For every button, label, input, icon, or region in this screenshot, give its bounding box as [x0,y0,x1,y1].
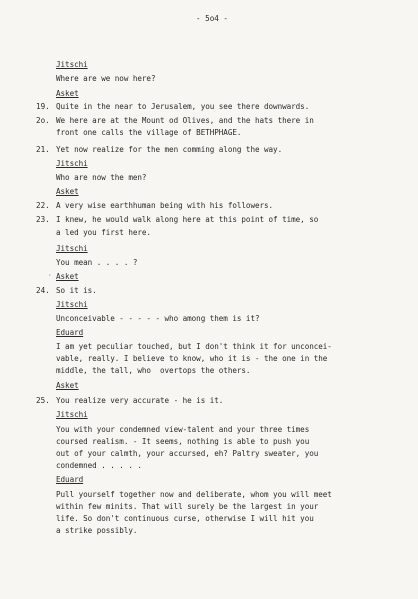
speaker-label: Asket [56,89,79,98]
speaker-label: Jitschi [56,410,88,419]
speaker-label: Jitschi [56,60,88,69]
dialogue-line: out of your calmth, your accursed, eh? Paltry sweater, you [56,449,319,458]
dialogue-line: You realize very accurate - he is it. [56,396,224,405]
line-number: 2o. [36,116,50,125]
line-number: 23. [36,215,50,224]
speaker-label: Asket [56,272,79,281]
speaker-label: Eduard [56,475,84,484]
speaker-label: Jitschi [56,244,88,253]
dialogue-line: I am yet peculiar touched, but I don't think it for unconcei- [56,342,332,351]
dialogue-line: Pull yourself together now and deliberate, whom you will meet [56,490,332,499]
dialogue-line: You with your condemned view-talent and your three times [56,425,310,434]
speaker-label: Jitschi [56,159,88,168]
dialogue-line: So it is. [56,286,97,295]
dialogue-line: front one calls the village of BETHPHAGE. [56,128,242,137]
speaker-label: Asket [56,381,79,390]
page-number: - 5o4 - [196,14,229,23]
line-number: 24. [36,286,50,295]
line-number: 21. [36,145,50,154]
dialogue-line: We here are at the Mount od Olives, and the hats there in [56,116,314,125]
dialogue-line: condemned . . . . . [56,461,142,470]
line-number: 22. [36,201,50,210]
dialogue-line: Who are now the men? [56,173,147,182]
margin-mark: · [48,272,52,279]
line-number: 19. [36,102,50,111]
speaker-label: Eduard [56,328,84,337]
dialogue-line: Unconceivable - - - - - who among them is it? [56,314,260,323]
dialogue-line: coursed realism. - It seems, nothing is able to push you [56,437,310,446]
line-number: 25. [36,396,50,405]
dialogue-line: a led you first here. [56,228,151,237]
dialogue-line: You mean . . . . ? [56,258,138,267]
speaker-label: Asket [56,187,79,196]
dialogue-line: life. So don't continuous curse, otherwise I will hit you [56,514,314,523]
dialogue-line: A very wise earthhuman being with his followers. [56,201,274,210]
dialogue-line: within few minits. That will surely be the largest in your [56,502,319,511]
dialogue-line: Where are we now here? [56,74,156,83]
dialogue-line: I knew, he would walk along here at this point of time, so [56,215,319,224]
dialogue-line: a strike possibly. [56,526,138,535]
dialogue-line: middle, the tall, who overtops the others. [56,366,251,375]
dialogue-line: Quite in the near to Jerusalem, you see there downwards. [56,102,310,111]
dialogue-line: Yet now realize for the men comming along the way. [56,145,283,154]
speaker-label: Jitschi [56,300,88,309]
dialogue-line: vable, really. I believe to know, who it is - the one in the [56,354,328,363]
